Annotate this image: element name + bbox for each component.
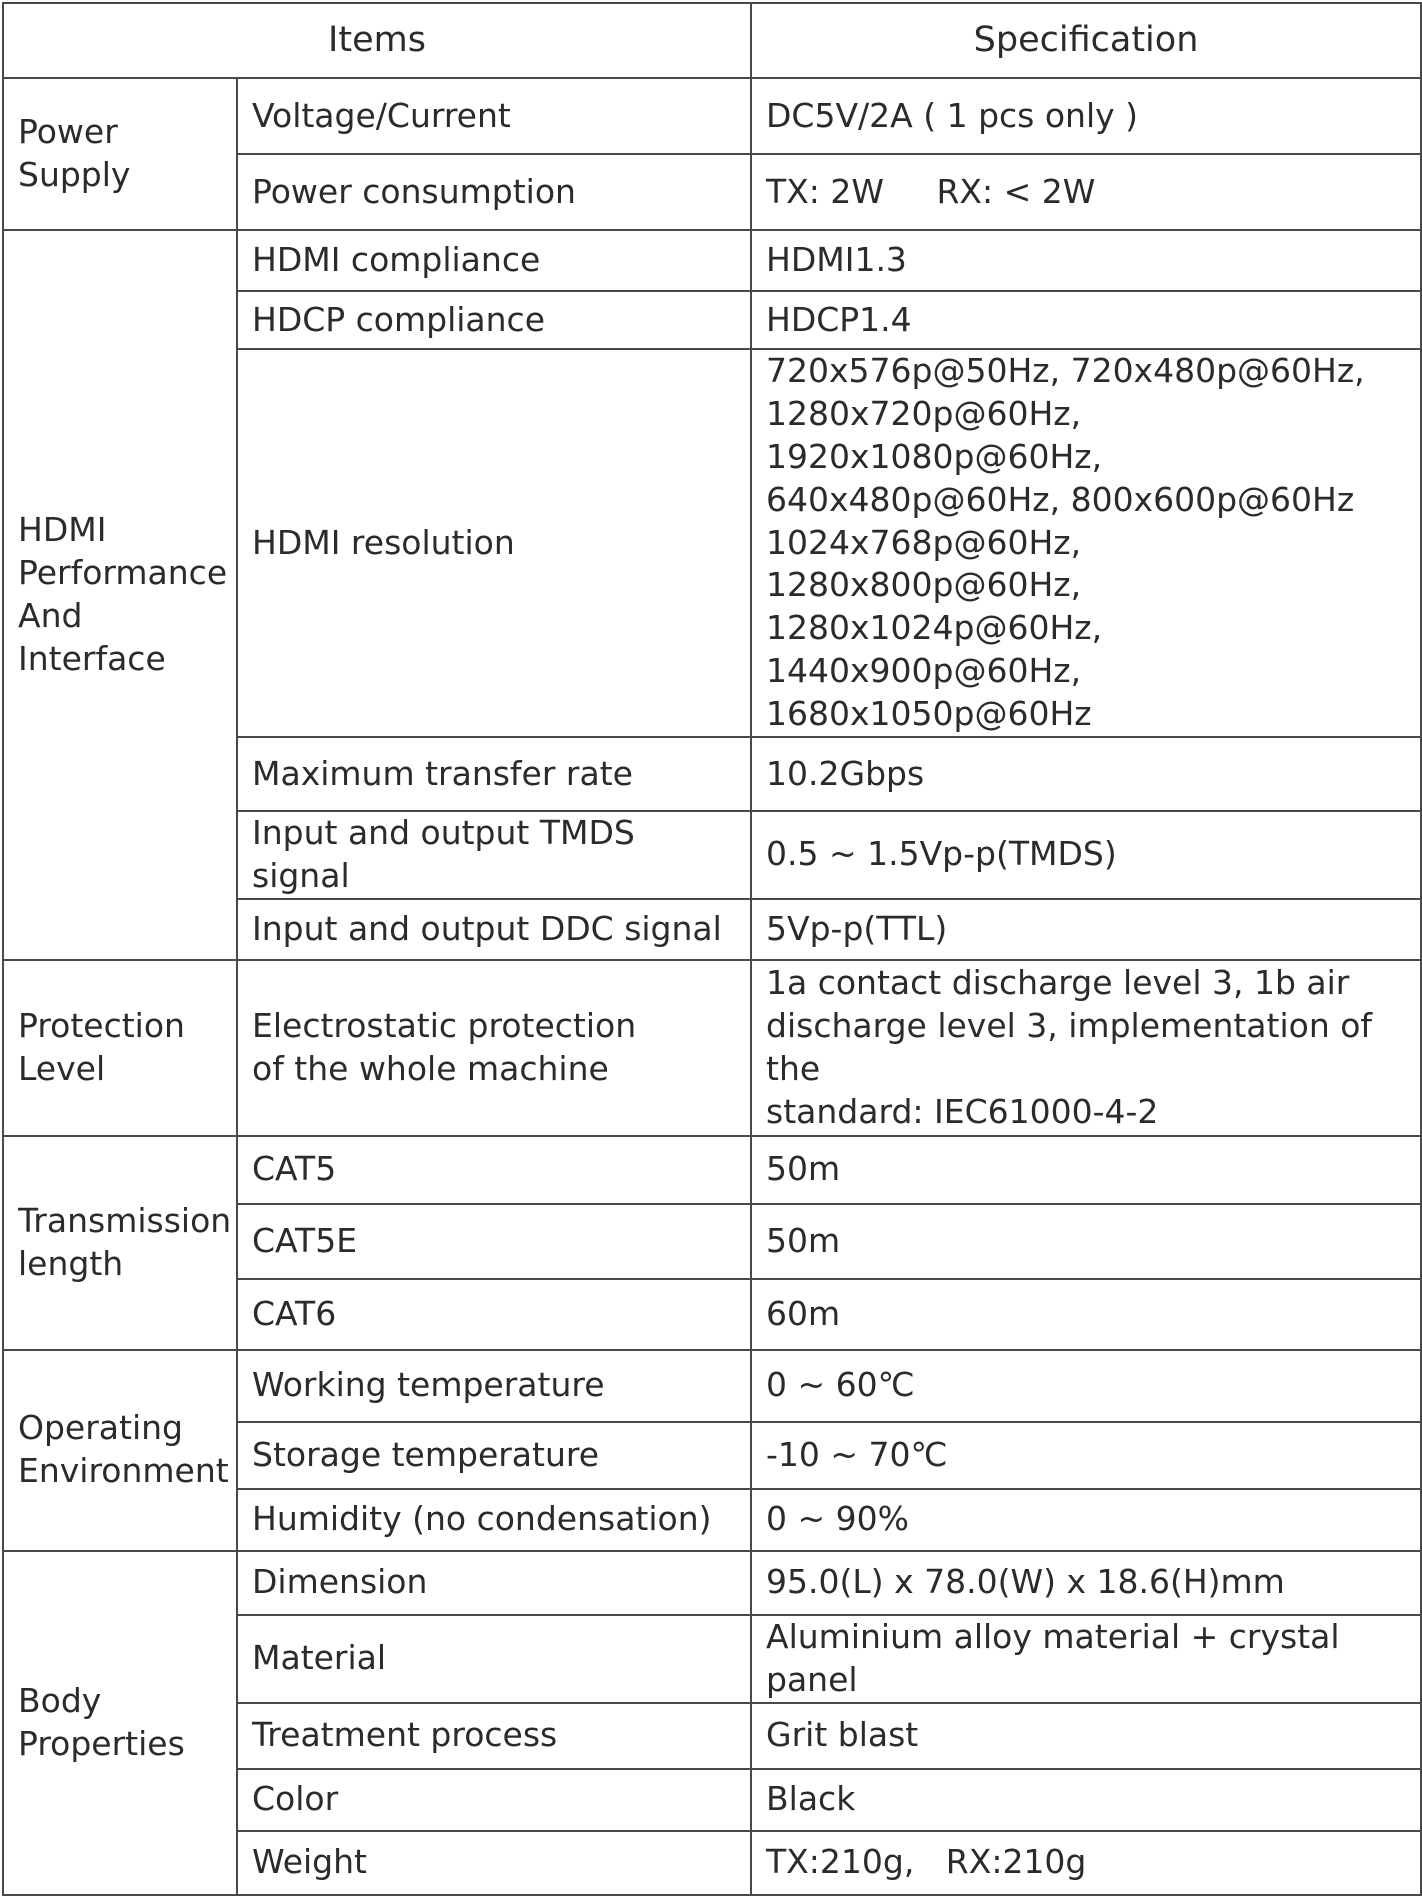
item-cell: CAT5 bbox=[237, 1136, 751, 1204]
item-cell: HDMI compliance bbox=[237, 230, 751, 291]
group-protection-level: Protection Level bbox=[3, 960, 237, 1136]
table-row bbox=[3, 230, 1421, 291]
spec-cell: 1a contact discharge level 3, 1b air discharge level 3, implementation of the standard: IEC61000-4-2 bbox=[751, 960, 1421, 1136]
header-items: Items bbox=[3, 3, 751, 78]
spec-cell: 60m bbox=[751, 1279, 1421, 1350]
spec-cell: TX:210g, RX:210g bbox=[751, 1831, 1421, 1895]
table-row bbox=[3, 1136, 1421, 1204]
group-transmission-length: Transmission length bbox=[3, 1136, 237, 1350]
specification-table bbox=[2, 2, 1422, 1896]
spec-cell: 0 ~ 60℃ bbox=[751, 1350, 1421, 1422]
item-cell: Treatment process bbox=[237, 1703, 751, 1769]
spec-cell: DC5V/2A ( 1 pcs only ) bbox=[751, 78, 1421, 154]
table-row bbox=[3, 78, 1421, 154]
item-cell: Input and output TMDS signal bbox=[237, 811, 751, 899]
table-row bbox=[3, 1551, 1421, 1615]
item-cell: CAT6 bbox=[237, 1279, 751, 1350]
spec-cell: 50m bbox=[751, 1204, 1421, 1279]
spec-cell: 0 ~ 90% bbox=[751, 1489, 1421, 1551]
table-row bbox=[3, 960, 1421, 1136]
item-cell: CAT5E bbox=[237, 1204, 751, 1279]
spec-cell: Grit blast bbox=[751, 1703, 1421, 1769]
item-cell: Storage temperature bbox=[237, 1422, 751, 1489]
item-cell: Power consumption bbox=[237, 154, 751, 230]
item-cell: Dimension bbox=[237, 1551, 751, 1615]
spec-cell: Aluminium alloy material + crystal panel bbox=[751, 1615, 1421, 1703]
spec-cell: -10 ~ 70℃ bbox=[751, 1422, 1421, 1489]
group-operating-environment: Operating Environment bbox=[3, 1350, 237, 1551]
spec-cell: TX: 2W RX: < 2W bbox=[751, 154, 1421, 230]
item-cell: Electrostatic protection of the whole machine bbox=[237, 960, 751, 1136]
spec-cell: HDCP1.4 bbox=[751, 291, 1421, 349]
item-cell: Material bbox=[237, 1615, 751, 1703]
item-cell: Input and output DDC signal bbox=[237, 899, 751, 960]
group-hdmi: HDMI Performance And Interface bbox=[3, 230, 237, 960]
spec-cell: 10.2Gbps bbox=[751, 737, 1421, 811]
spec-cell: 0.5 ~ 1.5Vp-p(TMDS) bbox=[751, 811, 1421, 899]
group-power-supply: Power Supply bbox=[3, 78, 237, 230]
spec-cell: 720x576p@50Hz, 720x480p@60Hz, 1280x720p@60Hz, 1920x1080p@60Hz, 640x480p@60Hz, 800x600p@60Hz 1024x768p@60Hz, 1280x800p@60Hz, 1280x1024p@60Hz, 1440x900p@60Hz, 1680x1050p@60Hz bbox=[751, 349, 1421, 737]
spec-cell: HDMI1.3 bbox=[751, 230, 1421, 291]
item-cell: Voltage/Current bbox=[237, 78, 751, 154]
group-body-properties: Body Properties bbox=[3, 1551, 237, 1895]
spec-cell: 50m bbox=[751, 1136, 1421, 1204]
spec-cell: Black bbox=[751, 1769, 1421, 1831]
table-row bbox=[3, 1350, 1421, 1422]
item-cell: HDCP compliance bbox=[237, 291, 751, 349]
item-cell: Weight bbox=[237, 1831, 751, 1895]
item-cell: Humidity (no condensation) bbox=[237, 1489, 751, 1551]
item-cell: Maximum transfer rate bbox=[237, 737, 751, 811]
item-cell: HDMI resolution bbox=[237, 349, 751, 737]
header-specification: Specification bbox=[751, 3, 1421, 78]
spec-cell: 95.0(L) x 78.0(W) x 18.6(H)mm bbox=[751, 1551, 1421, 1615]
item-cell: Working temperature bbox=[237, 1350, 751, 1422]
item-cell: Color bbox=[237, 1769, 751, 1831]
spec-cell: 5Vp-p(TTL) bbox=[751, 899, 1421, 960]
header-row bbox=[3, 3, 1421, 78]
